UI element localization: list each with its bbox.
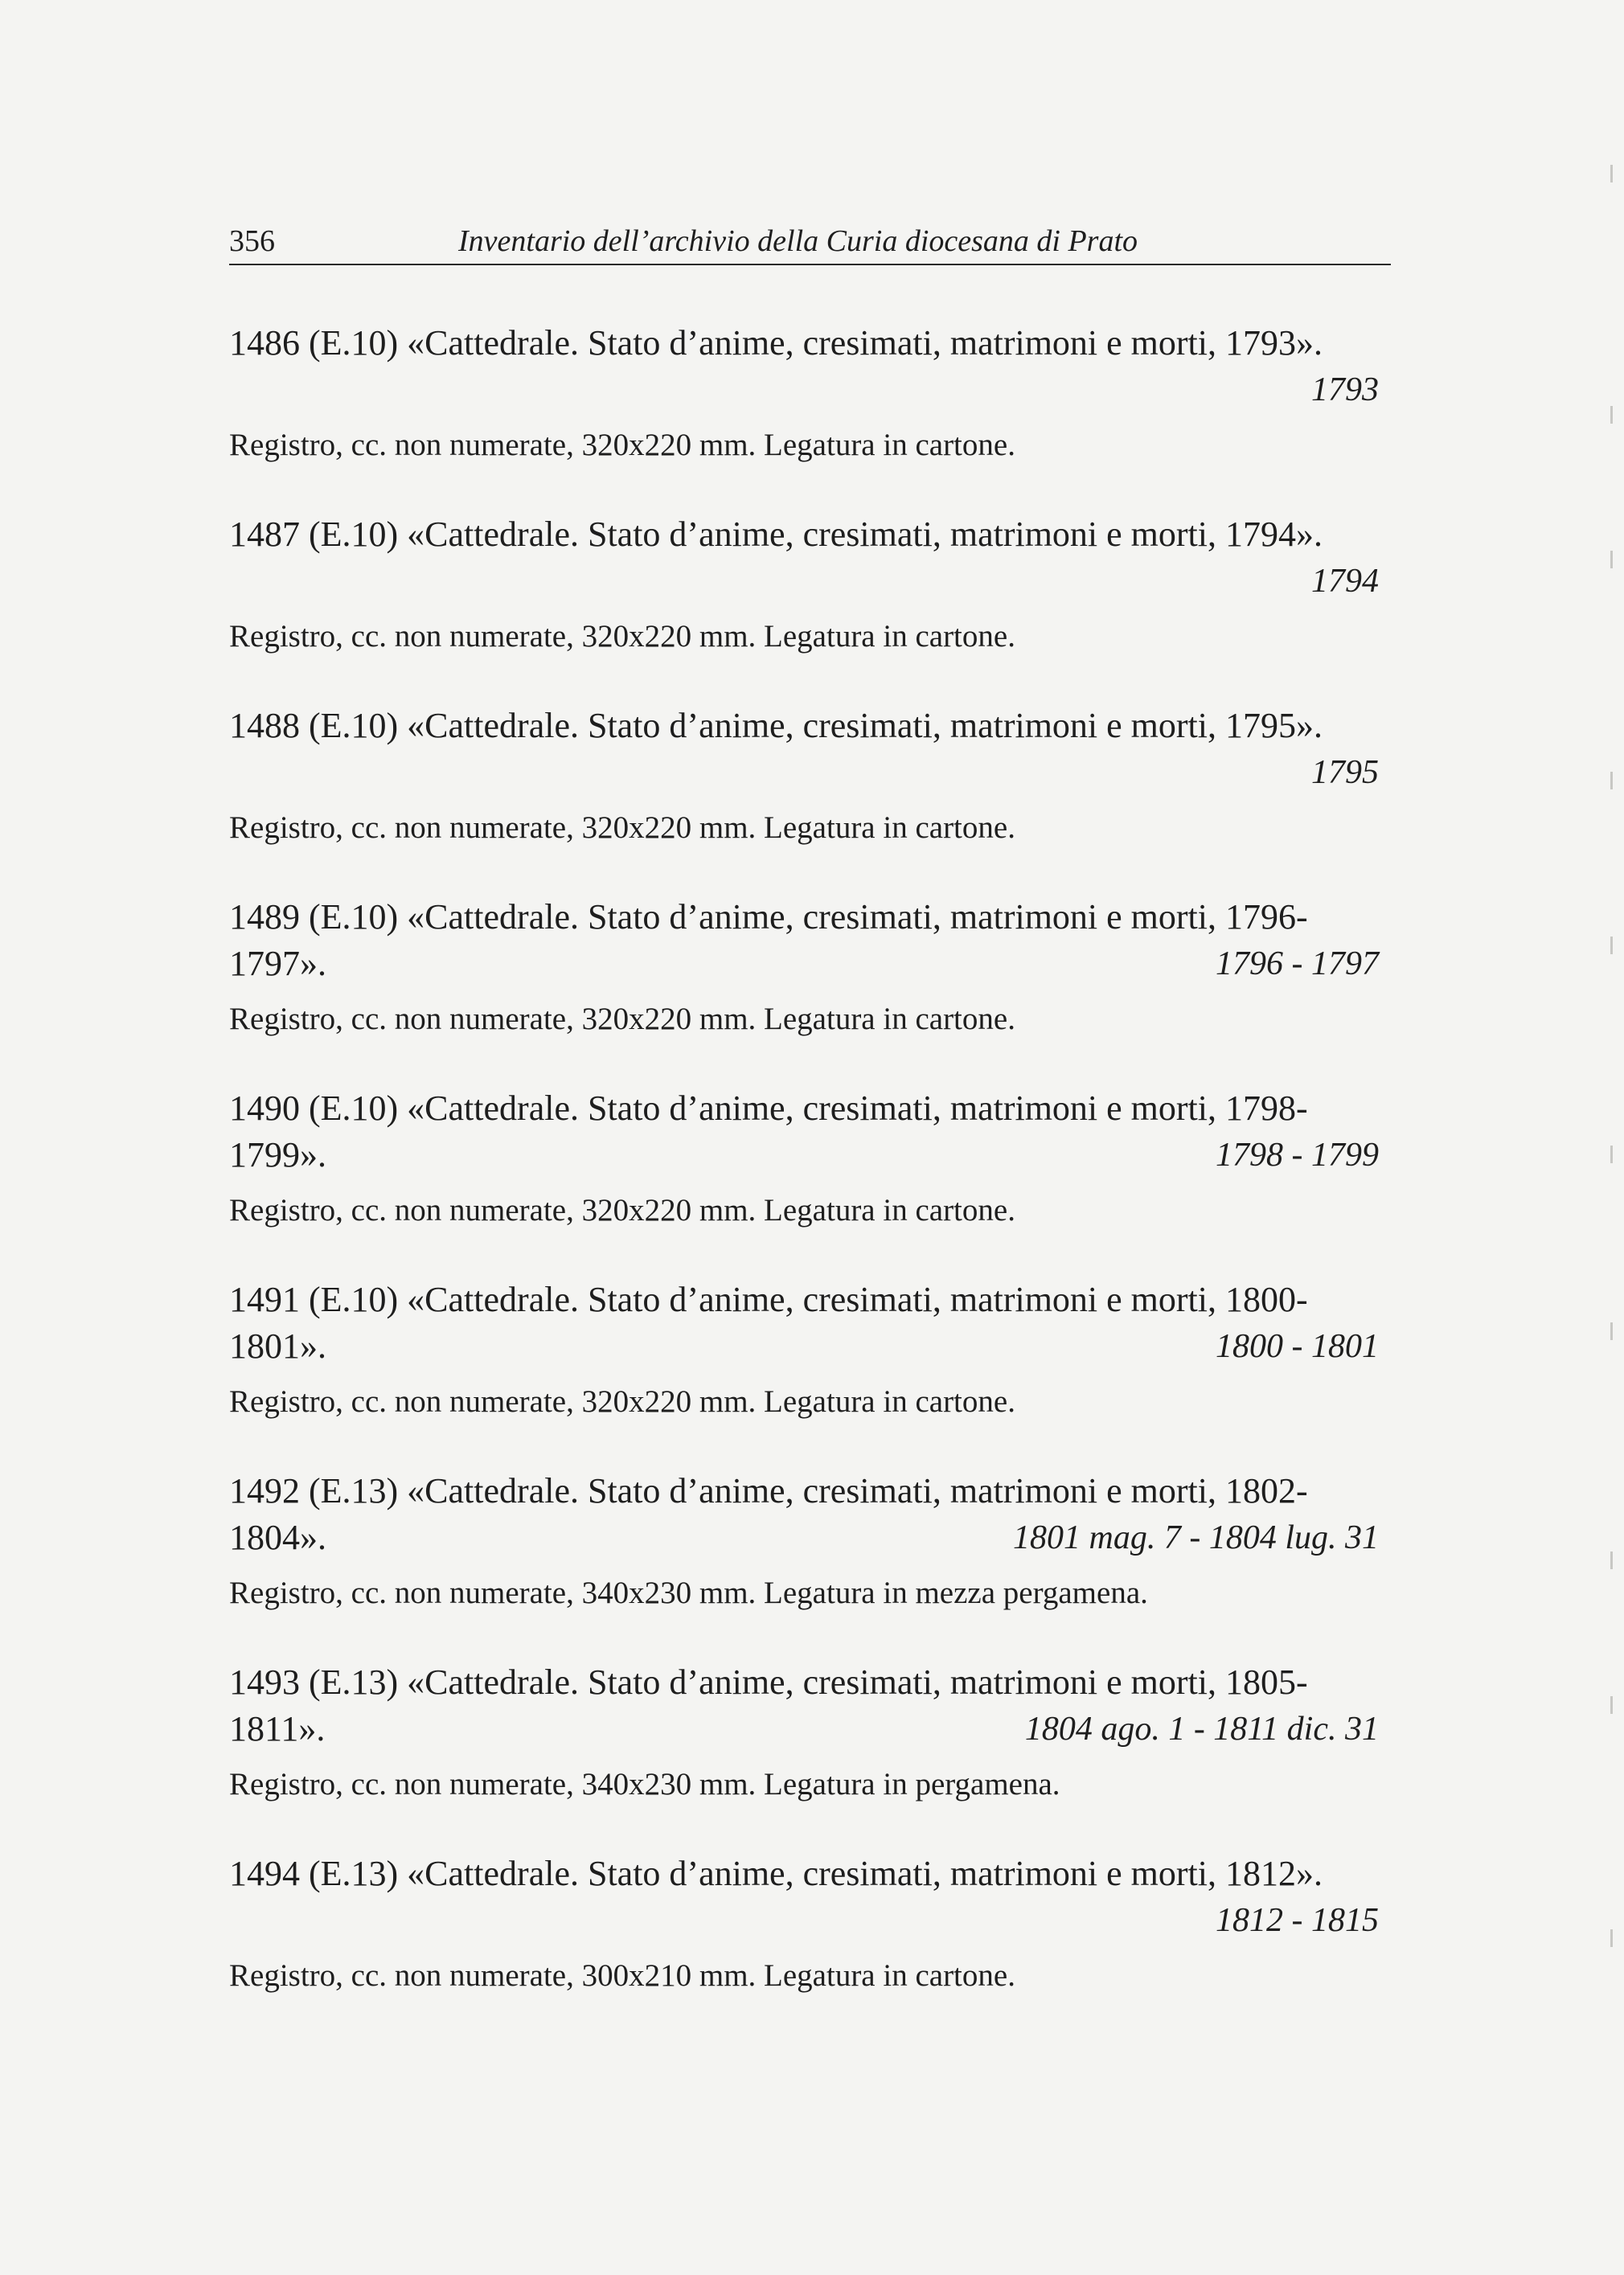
- entry-title: 1490 (E.10) «Cattedrale. Stato d’anime, cresimati, matrimoni e morti, 1798-: [229, 1088, 1308, 1128]
- entry-description: Registro, cc. non numerate, 320x220 mm. Legatura in cartone.: [229, 810, 1015, 845]
- entry-date: 1798 - 1799: [1216, 1137, 1379, 1174]
- inventory-entry: [229, 511, 1379, 703]
- entry-description: Registro, cc. non numerate, 320x220 mm. Legatura in cartone.: [229, 1384, 1015, 1419]
- entry-title: 1486 (E.10) «Cattedrale. Stato d’anime, cresimati, matrimoni e morti, 1793».: [229, 323, 1323, 363]
- page-edge-mark: [1610, 551, 1613, 568]
- entry-date: 1796 - 1797: [1216, 945, 1379, 982]
- entry-date: 1800 - 1801: [1216, 1328, 1379, 1365]
- entry-date: 1794: [1311, 563, 1379, 600]
- page-edge-mark: [1610, 1696, 1613, 1714]
- entry-title-continuation: 1804».: [229, 1518, 326, 1557]
- page-edge-mark: [1610, 406, 1613, 424]
- entry-date: 1793: [1311, 371, 1379, 408]
- entry-date: 1804 ago. 1 - 1811 dic. 31: [1024, 1711, 1379, 1748]
- entry-title-continuation: 1811».: [229, 1709, 326, 1748]
- inventory-entry: [229, 1659, 1379, 1851]
- entry-date: 1812 - 1815: [1216, 1902, 1379, 1939]
- entry-title-continuation: 1799».: [229, 1135, 326, 1174]
- page-edge-mark: [1610, 1322, 1613, 1340]
- entry-description: Registro, cc. non numerate, 340x230 mm. Legatura in pergamena.: [229, 1767, 1060, 1802]
- entry-date: 1801 mag. 7 - 1804 lug. 31: [1013, 1519, 1379, 1556]
- page-number: 356: [229, 224, 275, 258]
- inventory-entry: [229, 1468, 1379, 1659]
- entry-description: Registro, cc. non numerate, 340x230 mm. Legatura in mezza pergamena.: [229, 1576, 1148, 1610]
- entry-title: 1487 (E.10) «Cattedrale. Stato d’anime, cresimati, matrimoni e morti, 1794».: [229, 514, 1323, 554]
- page-edge-mark: [1610, 1929, 1613, 1947]
- entry-date: 1795: [1311, 754, 1379, 791]
- entry-title: 1491 (E.10) «Cattedrale. Stato d’anime, cresimati, matrimoni e morti, 1800-: [229, 1280, 1308, 1319]
- inventory-entry: [229, 1851, 1379, 2042]
- entry-title-continuation: 1797».: [229, 944, 326, 983]
- page-edge-mark: [1610, 772, 1613, 789]
- entry-title-continuation: 1801».: [229, 1326, 326, 1366]
- inventory-entry: [229, 894, 1379, 1085]
- inventory-entry: [229, 320, 1379, 511]
- inventory-entry: [229, 703, 1379, 894]
- entry-title: 1493 (E.13) «Cattedrale. Stato d’anime, cresimati, matrimoni e morti, 1805-: [229, 1662, 1308, 1702]
- page-edge-mark: [1610, 165, 1613, 182]
- page-edge-mark: [1610, 937, 1613, 954]
- entry-description: Registro, cc. non numerate, 320x220 mm. Legatura in cartone.: [229, 1002, 1015, 1036]
- entry-title: 1489 (E.10) «Cattedrale. Stato d’anime, cresimati, matrimoni e morti, 1796-: [229, 897, 1308, 937]
- entry-description: Registro, cc. non numerate, 320x220 mm. Legatura in cartone.: [229, 428, 1015, 462]
- entry-title: 1494 (E.13) «Cattedrale. Stato d’anime, cresimati, matrimoni e morti, 1812».: [229, 1854, 1323, 1893]
- inventory-entries: [229, 320, 1379, 2042]
- entry-description: Registro, cc. non numerate, 320x220 mm. Legatura in cartone.: [229, 619, 1015, 654]
- page-edge-mark: [1610, 1552, 1613, 1569]
- page-edge-mark: [1610, 1146, 1613, 1163]
- running-title: Inventario dell’archivio della Curia diocesana di Prato: [458, 224, 1138, 258]
- inventory-entry: [229, 1085, 1379, 1277]
- inventory-entry: [229, 1277, 1379, 1468]
- entry-title: 1492 (E.13) «Cattedrale. Stato d’anime, cresimati, matrimoni e morti, 1802-: [229, 1471, 1308, 1511]
- entry-description: Registro, cc. non numerate, 300x210 mm. Legatura in cartone.: [229, 1958, 1015, 1993]
- entry-title: 1488 (E.10) «Cattedrale. Stato d’anime, cresimati, matrimoni e morti, 1795».: [229, 706, 1323, 745]
- page-header: [229, 219, 1391, 265]
- entry-description: Registro, cc. non numerate, 320x220 mm. Legatura in cartone.: [229, 1193, 1015, 1228]
